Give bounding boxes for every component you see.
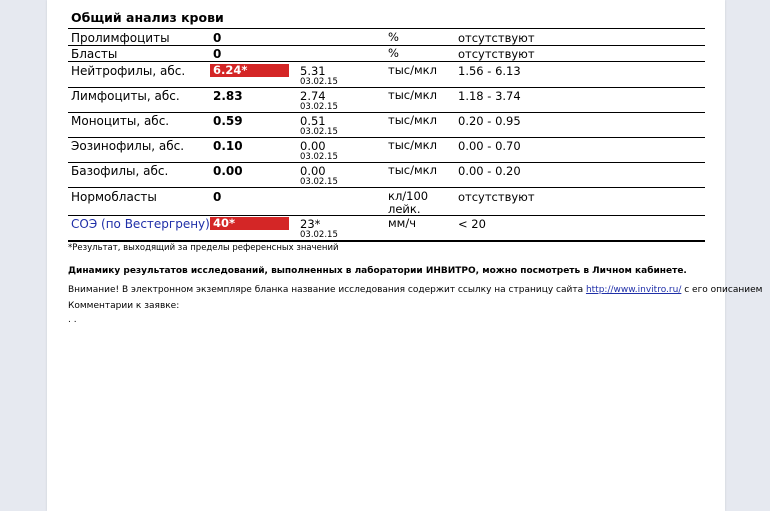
row-value: 0	[213, 47, 222, 61]
row-name: Бласты	[71, 47, 118, 61]
row-ref: < 20	[458, 217, 486, 231]
table-top-rule	[68, 28, 705, 29]
comments-label: Комментарии к заявке:	[68, 301, 180, 311]
row-value: 2.83	[213, 89, 243, 103]
row-name: Нормобласты	[71, 190, 157, 204]
row-name: Базофилы, абс.	[71, 164, 169, 178]
row-unit: кл/100 лейк.	[388, 189, 429, 216]
row-prev-value: 0.00	[300, 164, 326, 178]
section-title: Общий анализ крови	[71, 10, 224, 25]
row-prev-date: 03.02.15	[300, 77, 338, 87]
row-ref: 0.00 - 0.70	[458, 139, 521, 153]
row-prev-date: 03.02.15	[300, 102, 338, 112]
row-ref: отсутствуют	[458, 31, 535, 45]
row-value-flagged: 6.24*	[210, 64, 289, 77]
row-divider	[68, 162, 705, 163]
row-unit: тыс/мкл	[388, 63, 437, 77]
test-name-link[interactable]: СОЭ (по Вестергрену)	[71, 217, 210, 231]
row-divider	[68, 187, 705, 188]
row-unit: тыс/мкл	[388, 88, 437, 102]
row-divider	[68, 61, 705, 62]
row-unit: %	[388, 46, 399, 60]
row-name: Моноциты, абс.	[71, 114, 170, 128]
row-unit: %	[388, 30, 399, 44]
row-value: 0.10	[213, 139, 243, 153]
table-bottom-rule	[68, 240, 705, 242]
comments-value: . .	[68, 315, 77, 325]
row-ref: отсутствуют	[458, 190, 535, 204]
row-prev-value: 2.74	[300, 89, 326, 103]
row-divider	[68, 137, 705, 138]
row-ref: 0.20 - 0.95	[458, 114, 521, 128]
row-name: Нейтрофилы, абс.	[71, 64, 186, 78]
row-ref: отсутствуют	[458, 47, 535, 61]
row-value: 0	[213, 190, 222, 204]
row-unit: тыс/мкл	[388, 138, 437, 152]
row-unit: тыс/мкл	[388, 113, 437, 127]
row-value: 0.59	[213, 114, 243, 128]
row-name: Эозинофилы, абс.	[71, 139, 185, 153]
footnote: *Результат, выходящий за пределы референсных значений	[68, 243, 339, 253]
row-unit: тыс/мкл	[388, 163, 437, 177]
row-ref: 0.00 - 0.20	[458, 164, 521, 178]
row-prev-date: 03.02.15	[300, 230, 338, 240]
row-name: Лимфоциты, абс.	[71, 89, 180, 103]
notice-suffix: с его описанием	[681, 285, 763, 295]
row-prev-date: 03.02.15	[300, 127, 338, 137]
row-value: 0	[213, 31, 222, 45]
row-divider	[68, 45, 705, 46]
row-prev-date: 03.02.15	[300, 152, 338, 162]
row-name: Пролимфоциты	[71, 31, 170, 45]
dynamics-note: Динамику результатов исследований, выполненных в лаборатории ИНВИТРО, можно посмотреть в Личном кабинете.	[68, 266, 687, 276]
notice-prefix: Внимание! В электронном экземпляре бланка название исследования содержит ссылку на страницу сайта	[68, 285, 586, 295]
row-unit: мм/ч	[388, 216, 417, 230]
row-prev-date: 03.02.15	[300, 177, 338, 187]
notice	[68, 285, 762, 295]
invitro-link[interactable]: http://www.invitro.ru/	[585, 285, 682, 295]
row-value-flagged: 40*	[210, 217, 289, 230]
row-divider	[68, 87, 705, 88]
row-value: 0.00	[213, 164, 243, 178]
row-prev-value: 0.51	[300, 114, 326, 128]
report-sheet	[47, 0, 763, 511]
row-divider	[68, 215, 705, 216]
row-prev-value: 23*	[300, 217, 321, 231]
row-ref: 1.56 - 6.13	[458, 64, 521, 78]
row-prev-value: 0.00	[300, 139, 326, 153]
row-divider	[68, 112, 705, 113]
row-prev-value: 5.31	[300, 64, 326, 78]
row-ref: 1.18 - 3.74	[458, 89, 521, 103]
